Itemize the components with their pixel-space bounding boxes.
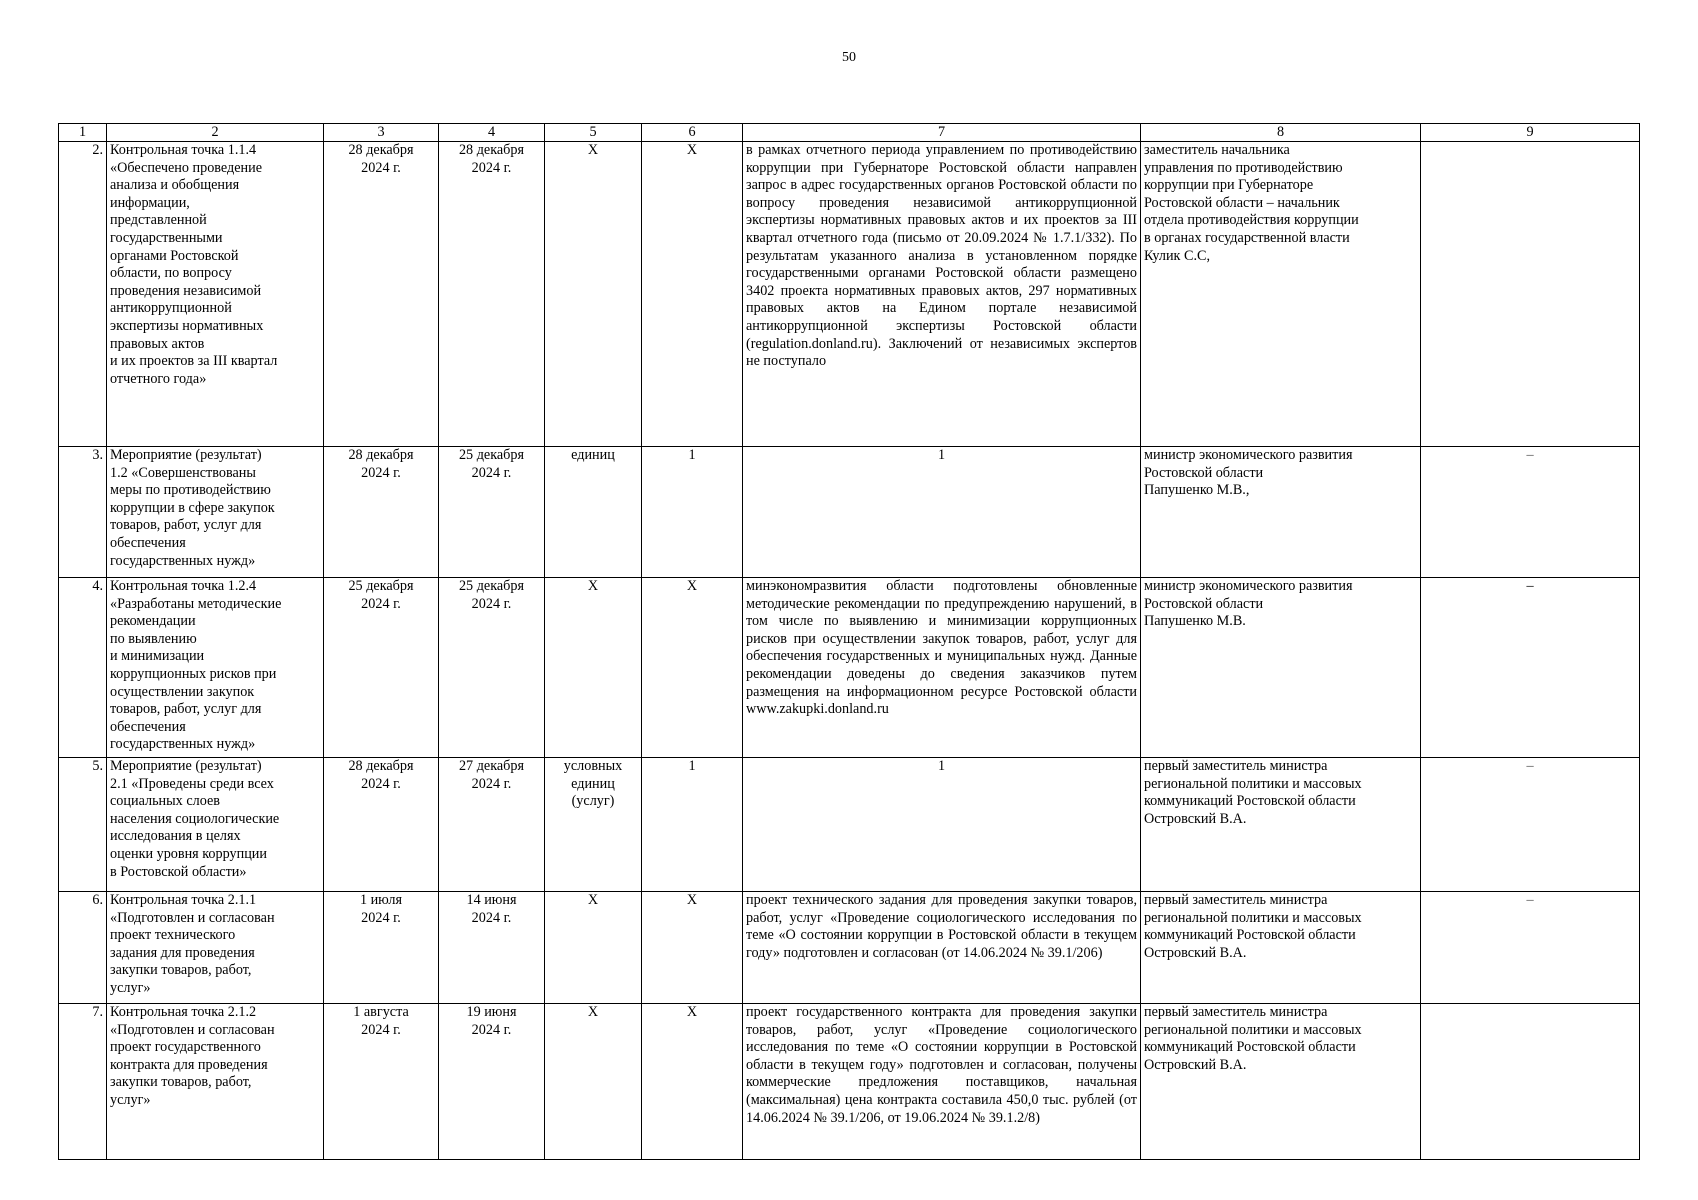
unit: Х: [545, 892, 642, 1004]
row-number: 3.: [59, 447, 107, 578]
responsible-person: первый заместитель министра региональной политики и массовых коммуникаций Ростовской области Островский В.А.: [1141, 1004, 1421, 1160]
planned-date: 1 июля 2024 г.: [324, 892, 439, 1004]
page-number: 50: [842, 50, 856, 65]
planned-value: Х: [642, 1004, 743, 1160]
item-name: Контрольная точка 1.1.4 «Обеспечено проведение анализа и обобщения информации, представленной государственными органами Ростовской области, по вопросу проведения независимой антикоррупционной экспертизы нормативных правовых актов и их проектов за III квартал отчетного года»: [107, 142, 324, 447]
execution-info: в рамках отчетного периода управлением по противодействию коррупции при Губернаторе Ростовской области направлен запрос в адрес государственных органов Ростовской области по вопросу проведения независимой антикоррупционной экспертизы нормативных правовых актов и их проектов за III квартал отчетного года (письмо от 20.09.2024 № 1.7.1/332). По результатам указанного анализа в установленном порядке государственными органами Ростовской области размещено 3402 проекта нормативных правовых актов, 297 нормативных правовых актов на Едином портале независимой антикоррупционной экспертизы Ростовской области (regulation.donland.ru). Заключений от независимых экспертов не поступало: [743, 142, 1141, 447]
planned-value: Х: [642, 892, 743, 1004]
column-number: 1: [59, 124, 107, 142]
column-number: 3: [324, 124, 439, 142]
planned-value: Х: [642, 142, 743, 447]
responsible-person: заместитель начальника управления по противодействию коррупции при Губернаторе Ростовской области – начальник отдела противодействия коррупции в органах государственной власти Кулик С.С,: [1141, 142, 1421, 447]
execution-info: проект государственного контракта для проведения закупки товаров, работ, услуг «Проведение социологического исследования по теме «О состоянии коррупции в Ростовской области в текущем году» подготовлен и согласован, получены коммерческие предложения поставщиков, начальная (максимальная) цена контракта составила 450,0 тыс. рублей (от 14.06.2024 № 39.1/206, от 19.06.2024 № 39.1.2/8): [743, 1004, 1141, 1160]
column-number: 2: [107, 124, 324, 142]
table-row: [59, 142, 1640, 447]
row-number: 5.: [59, 758, 107, 892]
deviation: [1421, 142, 1640, 447]
table-row: [59, 447, 1640, 578]
actual-date: 14 июня 2024 г.: [439, 892, 545, 1004]
execution-info: 1: [743, 758, 1141, 892]
column-number: 8: [1141, 124, 1421, 142]
unit: Х: [545, 1004, 642, 1160]
planned-value: Х: [642, 578, 743, 758]
deviation: –: [1421, 447, 1640, 578]
execution-info: проект технического задания для проведения закупки товаров, работ, услуг «Проведение социологического исследования по теме «О состоянии коррупции в Ростовской области в текущем году» подготовлен и согласован (от 14.06.2024 № 39.1/206): [743, 892, 1141, 1004]
item-name: Контрольная точка 2.1.1 «Подготовлен и согласован проект технического задания для проведения закупки товаров, работ, услуг»: [107, 892, 324, 1004]
row-number: 2.: [59, 142, 107, 447]
item-name: Контрольная точка 2.1.2 «Подготовлен и согласован проект государственного контракта для проведения закупки товаров, работ, услуг»: [107, 1004, 324, 1160]
actual-date: 25 декабря 2024 г.: [439, 578, 545, 758]
table-row: [59, 1004, 1640, 1160]
unit: условных единиц (услуг): [545, 758, 642, 892]
planned-date: 28 декабря 2024 г.: [324, 142, 439, 447]
responsible-person: первый заместитель министра региональной политики и массовых коммуникаций Ростовской области Островский В.А.: [1141, 892, 1421, 1004]
column-number-row: [59, 124, 1640, 142]
execution-info: минэкономразвития области подготовлены обновленные методические рекомендации по предупреждению нарушений, в том числе по выявлению и минимизации коррупционных рисков при осуществлении закупок товаров, работ, услуг для обеспечения государственных и муниципальных нужд. Данные рекомендации доведены до сведения заказчиков путем размещения на информационном ресурсе Ростовской области www.zakupki.donland.ru: [743, 578, 1141, 758]
actual-date: 27 декабря 2024 г.: [439, 758, 545, 892]
deviation: –: [1421, 758, 1640, 892]
table-row: [59, 758, 1640, 892]
planned-date: 1 августа 2024 г.: [324, 1004, 439, 1160]
column-number: 5: [545, 124, 642, 142]
actual-date: 19 июня 2024 г.: [439, 1004, 545, 1160]
deviation: [1421, 1004, 1640, 1160]
table-row: [59, 578, 1640, 758]
responsible-person: министр экономического развития Ростовской области Папушенко М.В.: [1141, 578, 1421, 758]
execution-info: 1: [743, 447, 1141, 578]
planned-date: 28 декабря 2024 г.: [324, 758, 439, 892]
actual-date: 25 декабря 2024 г.: [439, 447, 545, 578]
unit: единиц: [545, 447, 642, 578]
responsible-person: первый заместитель министра региональной политики и массовых коммуникаций Ростовской области Островский В.А.: [1141, 758, 1421, 892]
planned-date: 28 декабря 2024 г.: [324, 447, 439, 578]
actual-date: 28 декабря 2024 г.: [439, 142, 545, 447]
table-row: [59, 892, 1640, 1004]
column-number: 9: [1421, 124, 1640, 142]
report-table: [58, 123, 1640, 1160]
planned-date: 25 декабря 2024 г.: [324, 578, 439, 758]
planned-value: 1: [642, 758, 743, 892]
row-number: 4.: [59, 578, 107, 758]
unit: Х: [545, 578, 642, 758]
item-name: Мероприятие (результат) 2.1 «Проведены среди всех социальных слоев населения социологические исследования в целях оценки уровня коррупции в Ростовской области»: [107, 758, 324, 892]
column-number: 7: [743, 124, 1141, 142]
deviation: –: [1421, 892, 1640, 1004]
responsible-person: министр экономического развития Ростовской области Папушенко М.В.,: [1141, 447, 1421, 578]
deviation: –: [1421, 578, 1640, 758]
column-number: 6: [642, 124, 743, 142]
row-number: 7.: [59, 1004, 107, 1160]
unit: Х: [545, 142, 642, 447]
planned-value: 1: [642, 447, 743, 578]
row-number: 6.: [59, 892, 107, 1004]
item-name: Мероприятие (результат) 1.2 «Совершенствованы меры по противодействию коррупции в сфере закупок товаров, работ, услуг для обеспечения государственных нужд»: [107, 447, 324, 578]
item-name: Контрольная точка 1.2.4 «Разработаны методические рекомендации по выявлению и минимизации коррупционных рисков при осуществлении закупок товаров, работ, услуг для обеспечения государственных нужд»: [107, 578, 324, 758]
column-number: 4: [439, 124, 545, 142]
